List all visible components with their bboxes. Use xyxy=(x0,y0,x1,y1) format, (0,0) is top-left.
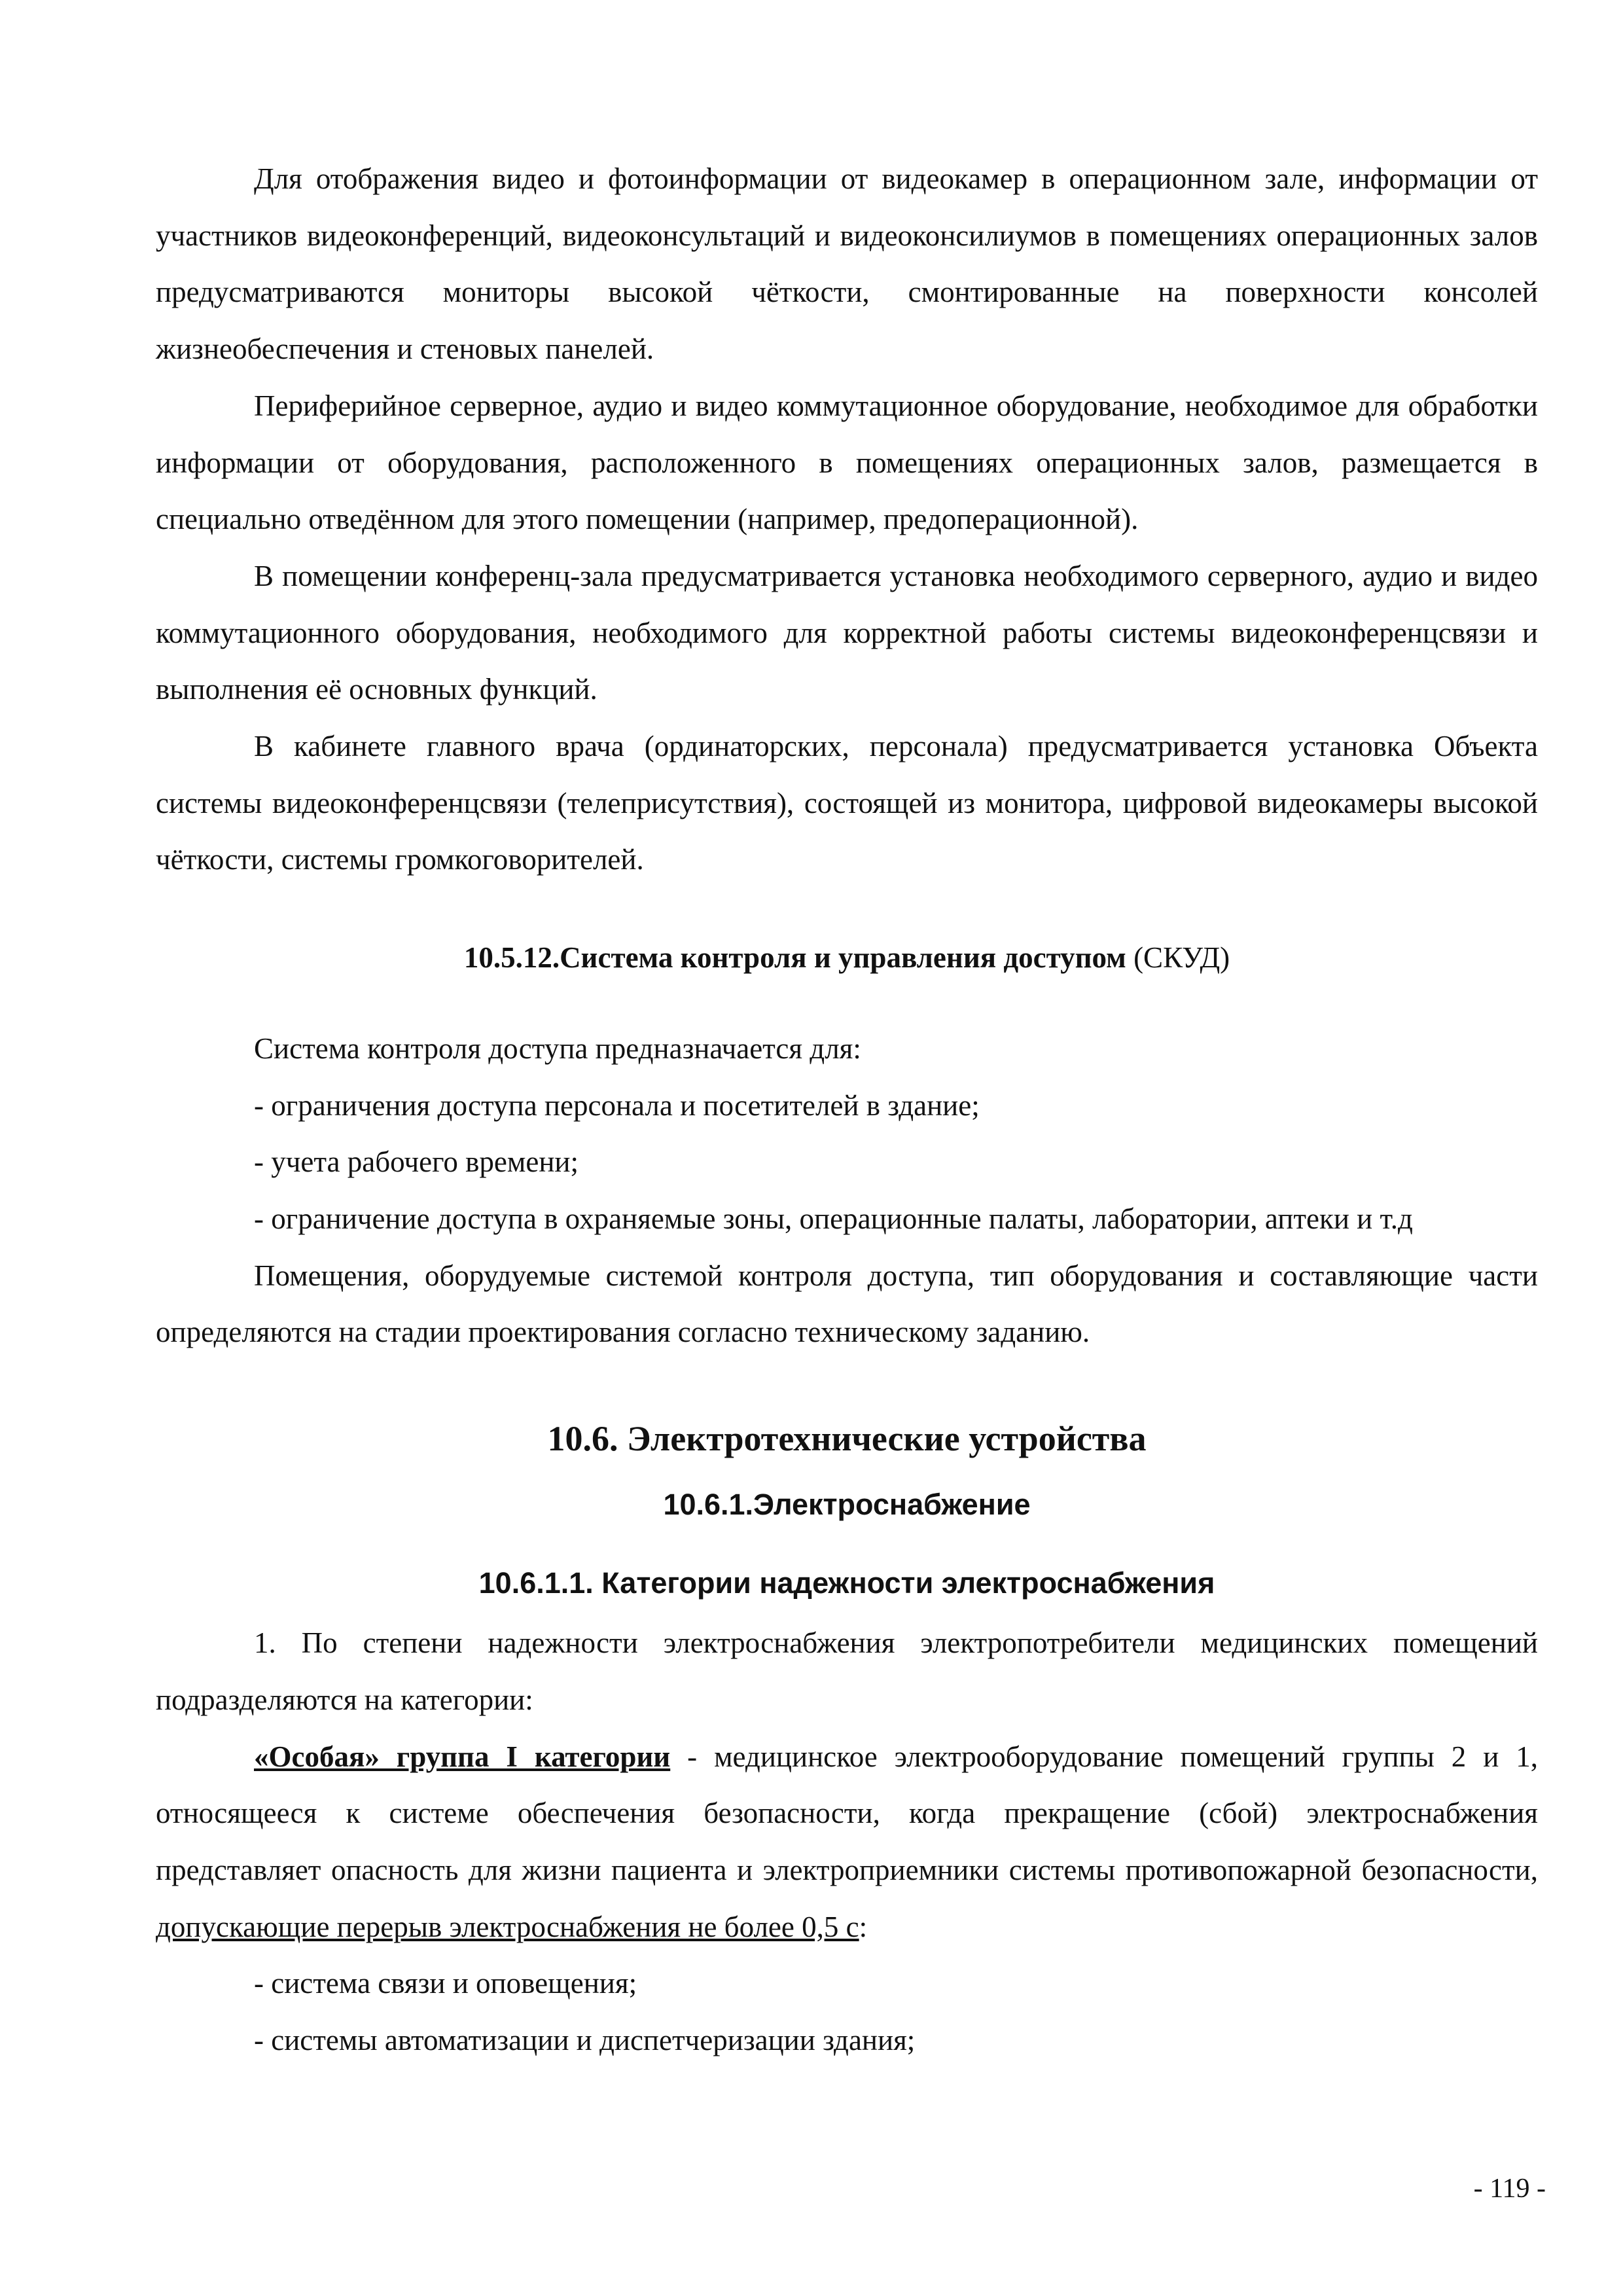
list-item: - ограничение доступа в охраняемые зоны, операционные палаты, лаборатории, аптеки и т.д xyxy=(254,1202,1413,1235)
special-group-label: «Особая» группа I категории xyxy=(254,1740,671,1773)
interruption-limit-text: допускающие перерыв электроснабжения не более 0,5 с xyxy=(156,1910,859,1943)
skud-intro: Система контроля доступа предназначается для: xyxy=(254,1031,861,1065)
list-item: - учета рабочего времени; xyxy=(254,1145,579,1179)
list-item: - система связи и оповещения; xyxy=(254,1967,637,2000)
list-item: - системы автоматизации и диспетчеризации здания; xyxy=(254,2024,916,2057)
subsection-heading-reliability-categories: 10.6.1.1. Категории надежности электроснабжения xyxy=(478,1566,1215,1600)
skud-closing-paragraph: Помещения, оборудуемые системой контроля доступа, тип оборудования и составляющие части определяются на стадии проектирования согласно техническому заданию. xyxy=(156,1259,1538,1349)
paragraph-video-monitors: Для отображения видео и фотоинформации от видеокамер в операционном зале, информации от участников видеоконференций, видеоконсультаций и видеоконсилиумов в помещениях операционных залов предусматриваются мониторы высокой чёткости, смонтированные на поверхности консолей жизнеобеспечения и стеновых панелей. xyxy=(156,162,1538,366)
paragraph-special-group: «Особая» группа I категории - медицинское электрооборудование помещений группы 2 и 1, относящееся к системе обеспечения безопасности, когда прекращение (сбой) электроснабжения представляет опасность для жизни пациента и электроприемники системы противопожарной безопасности, допускающие перерыв электроснабжения не более 0,5 с: xyxy=(156,1740,1538,1943)
subsection-heading-power-supply: 10.6.1.Электроснабжение xyxy=(663,1487,1031,1521)
page-content xyxy=(156,151,1538,2069)
section-heading-skud: 10.5.12.Система контроля и управления доступом (СКУД) xyxy=(463,941,1230,975)
page-number: - 119 - xyxy=(1473,2174,1546,2204)
paragraph-chief-doctor-office: В кабинете главного врача (ординаторских, персонала) предусматривается установка Объекта системы видеоконференцсвязи (телеприсутствия), состоящей из монитора, цифровой видеокамеры высокой чёткости, системы громкоговорителей. xyxy=(156,730,1538,876)
section-heading-electrical: 10.6. Электротехнические устройства xyxy=(547,1419,1147,1459)
list-item: - ограничения доступа персонала и посетителей в здание; xyxy=(254,1088,980,1122)
paragraph-categories-intro: 1. По степени надежности электроснабжения электропотребители медицинских помещений подразделяются на категории: xyxy=(156,1626,1538,1716)
paragraph-conference-hall: В помещении конференц-зала предусматривается установка необходимого серверного, аудио и видео коммутационного оборудования, необходимого для корректной работы системы видеоконференцсвязи и выполнения её основных функций. xyxy=(156,559,1538,706)
paragraph-peripheral-equipment: Периферийное серверное, аудио и видео коммутационное оборудование, необходимое для обработки информации от оборудования, расположенного в помещениях операционных залов, размещается в специально отведённом для этого помещении (например, предоперационной). xyxy=(156,389,1538,536)
